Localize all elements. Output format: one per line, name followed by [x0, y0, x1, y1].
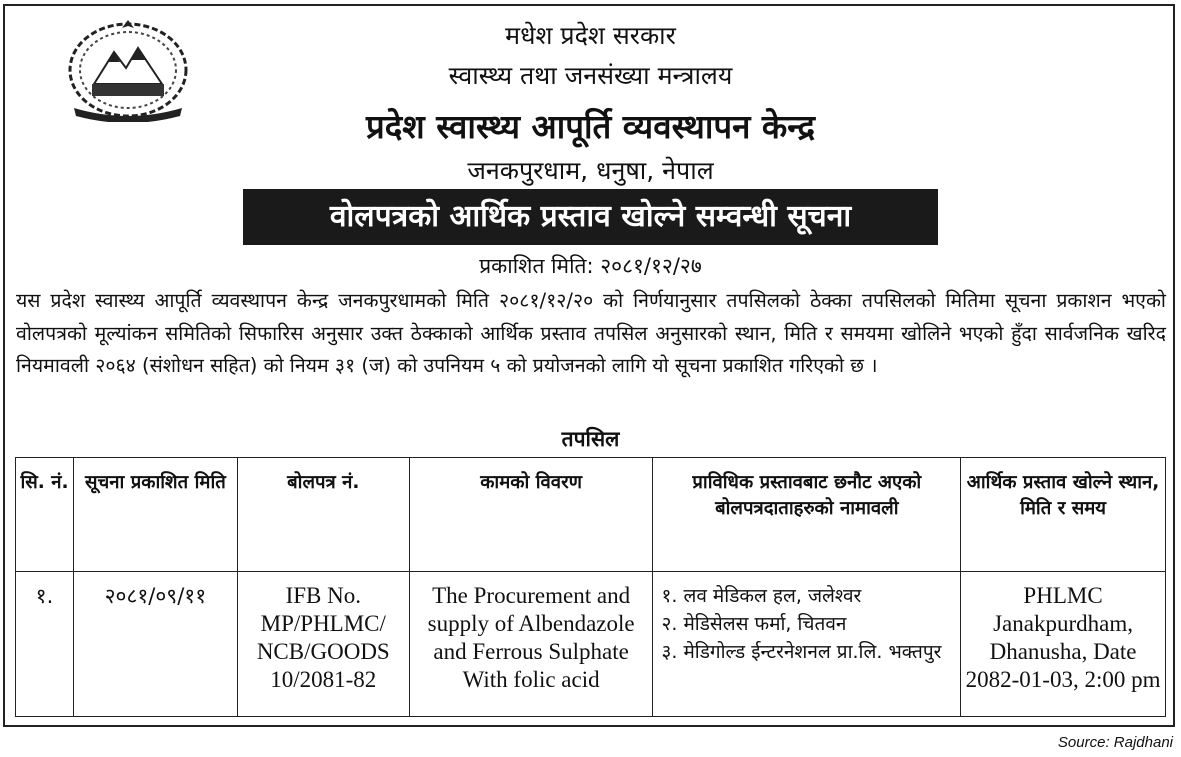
details-table: [15, 457, 1166, 717]
source-credit: Source: Rajdhani: [1057, 734, 1173, 751]
bidder-item: २. मेडिसेलस फर्मा, चितवन: [661, 613, 847, 635]
cell-serial-number: १.: [16, 572, 74, 717]
table-title: तपसिल: [561, 427, 620, 451]
header-notice-date: सूचना प्रकाशित मिति: [73, 458, 237, 572]
header-opening-place-date-time: आर्थिक प्रस्ताव खोल्ने स्थान, मिति र समय: [961, 458, 1166, 572]
cell-selected-bidders: [653, 572, 961, 717]
cell-bid-number: IFB No. MP/PHLMC/ NCB/GOODS 10/2081-82: [237, 572, 409, 717]
province-government-heading: मधेश प्रदेश सरकार: [505, 21, 676, 50]
bidder-item: ३. मेडिगोल्ड ईन्टरनेशनल प्रा.लि. भक्तपुर: [661, 641, 942, 663]
published-date: प्रकाशित मिति: २०८१/१२/२७: [479, 254, 702, 278]
ministry-heading: स्वास्थ्य तथा जनसंख्या मन्त्रालय: [448, 61, 733, 90]
header-serial-number: सि. नं.: [16, 458, 74, 572]
table-header-row: [16, 458, 1166, 572]
cell-opening-place-date-time: PHLMC Janakpurdham, Dhanusha, Date 2082-01-03, 2:00 pm: [961, 572, 1166, 717]
notice-title-banner: वोलपत्रको आर्थिक प्रस्ताव खोल्ने सम्वन्धी सूचना: [243, 189, 938, 245]
bidder-item: १. लव मेडिकल हल, जलेश्वर: [661, 585, 862, 607]
header-selected-bidders: प्राविधिक प्रस्तावबाट छनौट अएको बोलपत्रदाताहरुको नामावली: [653, 458, 961, 572]
office-title: प्रदेश स्वास्थ्य आपूर्ति व्यवस्थापन केन्द्र: [365, 107, 816, 146]
header-work-description: कामको विवरण: [409, 458, 653, 572]
cell-notice-date: २०८१/०९/११: [73, 572, 237, 717]
header-bid-number: बोलपत्र नं.: [237, 458, 409, 572]
table-row: [16, 572, 1166, 717]
cell-work-description: The Procurement and supply of Albendazole and Ferrous Sulphate With folic acid: [409, 572, 653, 717]
notice-body-paragraph: यस प्रदेश स्वास्थ्य आपूर्ति व्यवस्थापन केन्द्र जनकपुरधामको मिति २०८१/१२/२० को निर्णयानुसार तपसिलको ठेक्का तपसिलको मितिमा सूचना प्रकाशन भएको वोलपत्रको मूल्यांकन समितिको सिफारिस अनुसार उक्त ठेक्काको आर्थिक प्रस्ताव तपसिल अनुसारको स्थान, मिति र समयमा खोलिने भएको हुँदा सार्वजनिक खरिद नियमावली २०६४ (संशोधन सहित) को नियम ३१ (ज) को उपनियम ५ को प्रयोजनको लागि यो सूचना प्रकाशित गरिएको छ ।: [16, 289, 1166, 377]
office-address: जनकपुरधाम, धनुषा, नेपाल: [467, 156, 714, 185]
